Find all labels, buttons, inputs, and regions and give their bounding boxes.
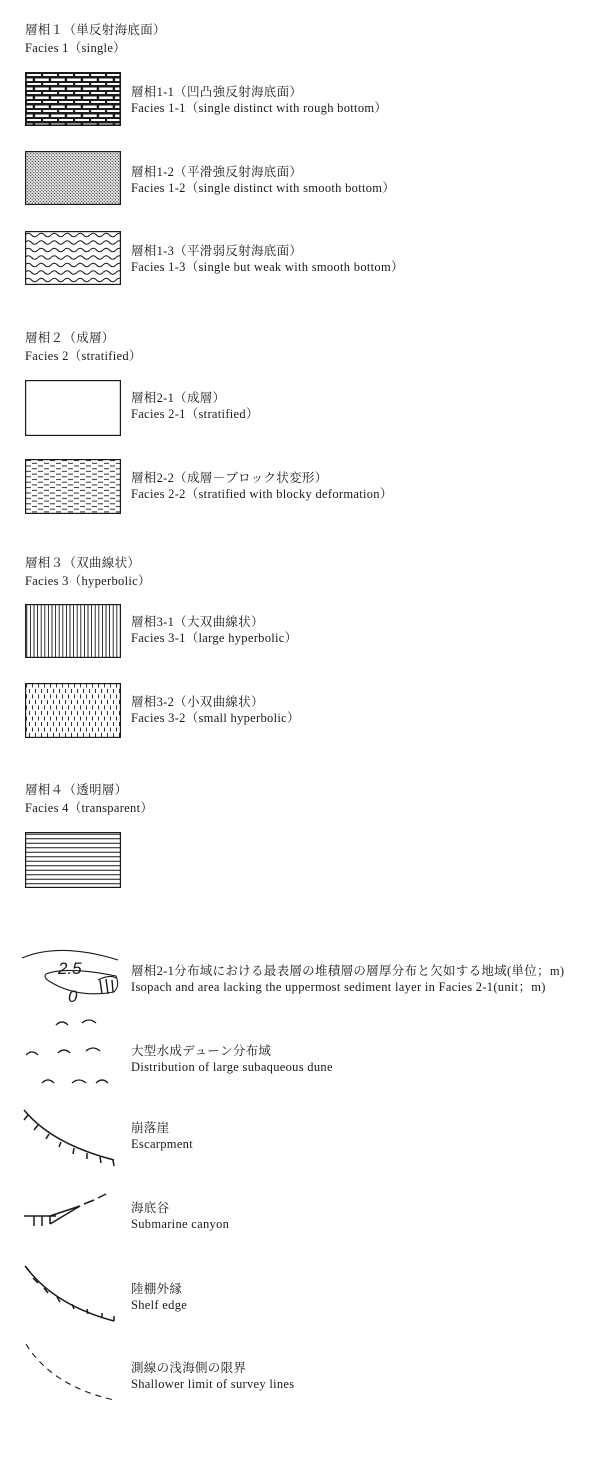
dune-icon	[26, 1017, 116, 1093]
facies-2-2-swatch	[25, 459, 121, 514]
facies-3-1-swatch	[25, 604, 121, 658]
facies-3-2-label-ja: 層相3-2（小双曲線状）	[131, 695, 264, 709]
shelf-edge-label-en: Shelf edge	[131, 1298, 188, 1312]
facies-1-3-swatch	[25, 231, 121, 285]
escarpment-label-en: Escarpment	[131, 1137, 194, 1151]
facies-1-title-en: Facies 1（single）	[25, 41, 126, 55]
dune-label-ja: 大型水成デューン分布域	[131, 1044, 272, 1058]
canyon-label-en: Submarine canyon	[131, 1217, 230, 1231]
isopach-label-en: Isopach and area lacking the uppermost sediment layer in Facies 2-1(unit；m)	[131, 980, 546, 994]
facies-1-2-label-ja: 層相1-2（平滑強反射海底面）	[131, 165, 303, 179]
survey-limit-label-en: Shallower limit of survey lines	[131, 1377, 295, 1391]
facies-2-1-label-en: Facies 2-1（stratified）	[131, 407, 259, 421]
survey-limit-icon	[24, 1342, 120, 1406]
facies-2-title-en: Facies 2（stratified）	[25, 349, 142, 363]
escarpment-label-ja: 崩落崖	[131, 1121, 170, 1135]
isopach-label-ja: 層相2-1分布域における最表層の堆積層の層厚分布と欠如する地域(単位；m)	[131, 964, 565, 978]
facies-2-1-label-ja: 層相2-1（成層）	[131, 391, 226, 405]
facies-1-3-label-en: Facies 1-3（single but weak with smooth bottom）	[131, 260, 404, 274]
facies-3-title-en: Facies 3（hyperbolic）	[25, 574, 151, 588]
isopach-icon	[20, 944, 124, 1014]
facies-3-2-swatch	[25, 683, 121, 738]
canyon-label-ja: 海底谷	[131, 1201, 170, 1215]
facies-1-1-swatch	[25, 72, 121, 126]
shelf-edge-icon	[24, 1263, 120, 1327]
shelf-edge-label-ja: 陸棚外縁	[131, 1282, 183, 1296]
facies-3-2-label-en: Facies 3-2（small hyperbolic）	[131, 711, 300, 725]
facies-1-2-label-en: Facies 1-2（single distinct with smooth bottom）	[131, 181, 396, 195]
facies-1-1-label-ja: 層相1-1（凹凸強反射海底面）	[131, 85, 303, 99]
facies-2-2-label-ja: 層相2-2（成層－ブロック状変形）	[131, 471, 328, 485]
facies-1-2-swatch	[25, 151, 121, 205]
facies-3-title-ja: 層相３（双曲線状）	[25, 556, 141, 570]
facies-2-1-swatch	[25, 380, 121, 436]
escarpment-icon	[22, 1104, 122, 1168]
facies-4-swatch	[25, 832, 121, 888]
facies-3-1-label-en: Facies 3-1（large hyperbolic）	[131, 631, 298, 645]
facies-1-title-ja: 層相１（単反射海底面）	[25, 23, 166, 37]
isopach-label-0: 0	[68, 987, 78, 1006]
canyon-icon	[22, 1192, 122, 1242]
facies-1-3-label-ja: 層相1-3（平滑弱反射海底面）	[131, 244, 303, 258]
facies-4-title-en: Facies 4（transparent）	[25, 801, 154, 815]
dune-label-en: Distribution of large subaqueous dune	[131, 1060, 333, 1074]
facies-3-1-label-ja: 層相3-1（大双曲線状）	[131, 615, 264, 629]
facies-1-1-label-en: Facies 1-1（single distinct with rough bottom）	[131, 101, 388, 115]
isopach-label-2-5: 2.5	[58, 959, 82, 978]
facies-4-title-ja: 層相４（透明層）	[25, 783, 128, 797]
survey-limit-label-ja: 測線の浅海側の限界	[131, 1361, 247, 1375]
facies-2-2-label-en: Facies 2-2（stratified with blocky deformation）	[131, 487, 393, 501]
facies-2-title-ja: 層相２（成層）	[25, 331, 115, 345]
